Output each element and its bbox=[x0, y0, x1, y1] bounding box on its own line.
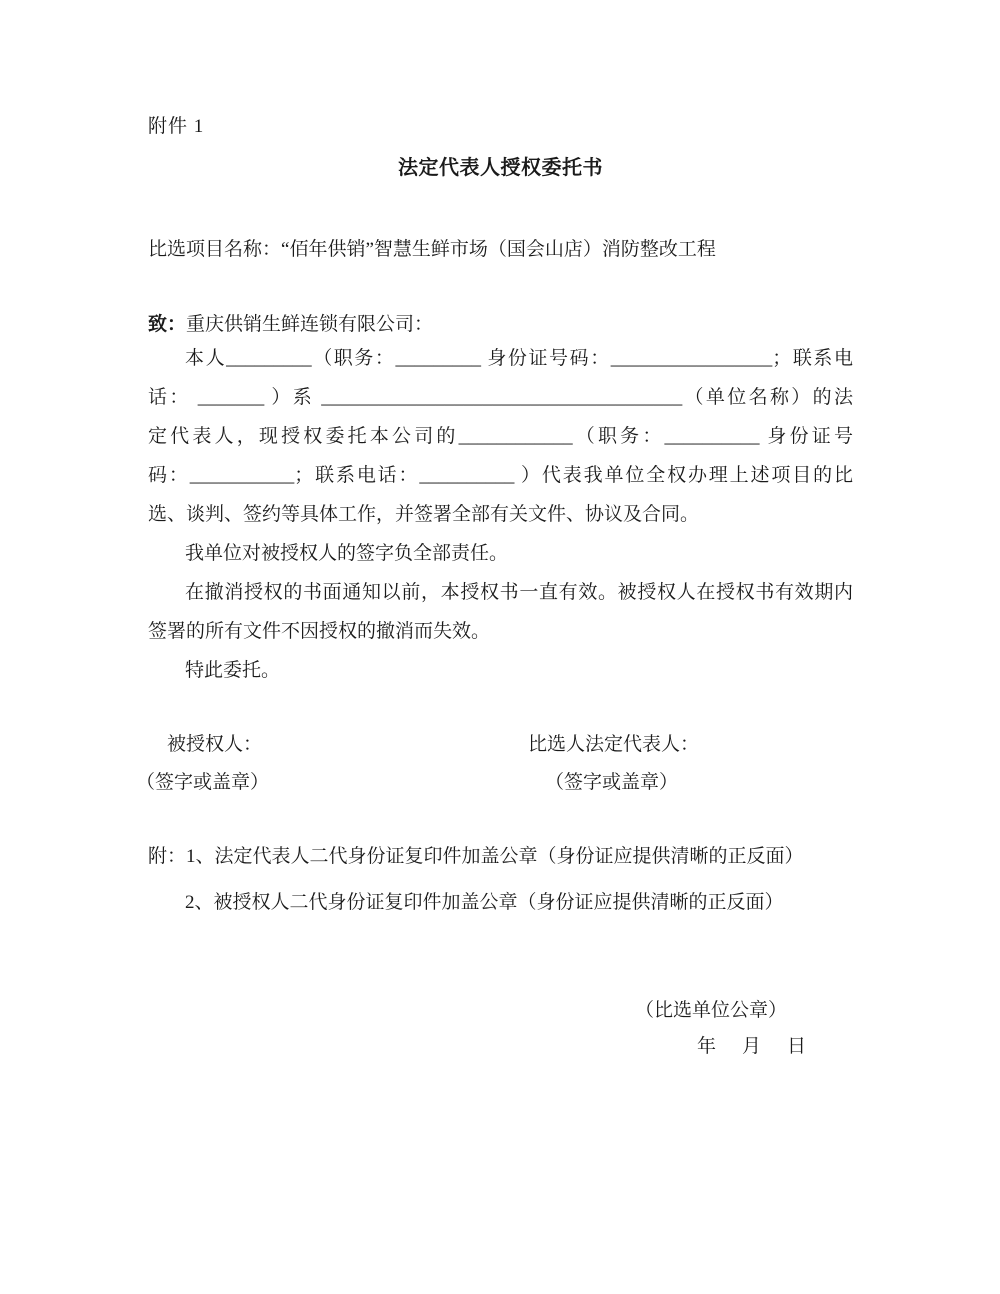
body-paragraphs bbox=[148, 339, 853, 690]
day-label: 日 bbox=[787, 1036, 807, 1057]
bidder-legal-representative-label: 比选人法定代表人： bbox=[528, 734, 700, 755]
addressee-prefix: 致： bbox=[148, 314, 187, 335]
month-label: 月 bbox=[742, 1036, 762, 1057]
signature-title-row bbox=[0, 729, 1000, 759]
attachment-note-2: 2、被授权人二代身份证复印件加盖公章（身份证应提供清晰的正反面） bbox=[185, 892, 784, 913]
year-label: 年 bbox=[697, 1036, 717, 1057]
body-line: 定代表人，现授权委托本公司的____________（职务：__________ 身份证号 bbox=[148, 426, 853, 447]
body-line: 在撤消授权的书面通知以前，本授权书一直有效。被授权人在授权书有效期内 bbox=[185, 582, 853, 603]
project-name-label: 比选项目名称： bbox=[148, 239, 282, 260]
date-line bbox=[697, 1031, 806, 1058]
authorized-person-label: 被授权人： bbox=[167, 734, 263, 755]
project-name-value: “佰年供销”智慧生鲜市场（国会山店）消防整改工程 bbox=[281, 239, 716, 260]
signature-note-row bbox=[0, 767, 1000, 797]
signature-note-left: （签字或盖章） bbox=[136, 772, 270, 793]
addressee-name: 重庆供销生鲜连锁有限公司： bbox=[186, 314, 434, 335]
body-line: 签署的所有文件不因授权的撤消而失效。 bbox=[148, 621, 491, 642]
body-line: 特此委托。 bbox=[185, 660, 281, 681]
body-line: 选、谈判、签约等具体工作，并签署全部有关文件、协议及合同。 bbox=[148, 504, 700, 525]
attachment-label: 附件 1 bbox=[148, 116, 205, 137]
signature-note-right: （签字或盖章） bbox=[545, 772, 679, 793]
document-title: 法定代表人授权委托书 bbox=[398, 157, 603, 179]
body-line: 我单位对被授权人的签字负全部责任。 bbox=[185, 543, 509, 564]
body-line: 码：___________；联系电话：__________ ）代表我单位全权办理上述项目的比 bbox=[148, 465, 853, 486]
addressee-line bbox=[148, 309, 888, 336]
project-name-line bbox=[148, 234, 888, 261]
body-line: 话： _______ ）系 ______________________________________（单位名称）的法 bbox=[148, 387, 853, 408]
body-line: 本人_________（职务：_________ 身份证号码：_________________；联系电 bbox=[185, 348, 853, 369]
attachment-note-1: 附：1、法定代表人二代身份证复印件加盖公章（身份证应提供清晰的正反面） bbox=[148, 846, 804, 867]
seal-note: （比选单位公章） bbox=[635, 1000, 788, 1021]
